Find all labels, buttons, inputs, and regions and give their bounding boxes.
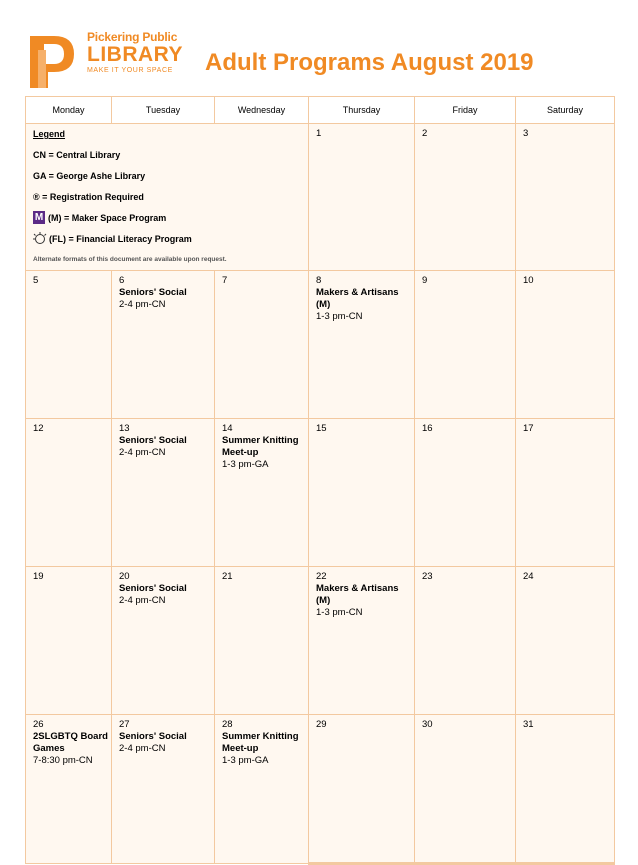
legend-maker-label: (M) = Maker Space Program	[48, 212, 167, 223]
weekday-header: Tuesday	[112, 97, 215, 124]
day-number: 22	[316, 571, 327, 582]
day-number: 7	[222, 275, 228, 286]
day-cell	[516, 419, 615, 567]
event-time: 2-4 pm-CN	[119, 447, 166, 458]
day-cell	[516, 124, 615, 271]
logo-line2: LIBRARY	[87, 43, 184, 66]
event-time: 1-3 pm-GA	[222, 755, 269, 766]
legend-financial-label: (FL) = Financial Literacy Program	[49, 233, 192, 244]
legend-note: Alternate formats of this document are available upon request.	[33, 256, 227, 263]
week-row	[26, 567, 615, 715]
week-row	[26, 715, 615, 864]
day-cell	[415, 124, 516, 271]
day-number: 21	[222, 571, 233, 582]
day-cell	[309, 124, 415, 271]
day-cell	[26, 419, 112, 567]
event-title: Seniors' Social	[119, 583, 187, 594]
day-cell	[516, 567, 615, 715]
day-cell	[415, 419, 516, 567]
day-cell	[516, 271, 615, 419]
event-time: 2-4 pm-CN	[119, 743, 166, 754]
day-cell	[112, 715, 215, 864]
day-cell	[26, 715, 112, 864]
day-cell	[215, 567, 309, 715]
day-cell	[516, 715, 615, 864]
event-time: 1-3 pm-GA	[222, 459, 269, 470]
event-time: 7-8:30 pm-CN	[33, 755, 93, 766]
day-cell	[215, 715, 309, 864]
day-number: 9	[422, 275, 428, 286]
event-title: Seniors' Social	[119, 435, 187, 446]
event-title: Makers & Artisans (M)	[316, 287, 399, 310]
legend-registration: ® = Registration Required	[33, 192, 144, 202]
day-cell	[415, 715, 516, 864]
day-cell	[26, 567, 112, 715]
day-number: 26	[33, 719, 44, 730]
day-number: 15	[316, 423, 327, 434]
weekday-header: Saturday	[516, 97, 615, 124]
logo-tagline: MAKE IT YOUR SPACE	[87, 67, 173, 74]
day-cell	[26, 271, 112, 419]
day-cell	[415, 567, 516, 715]
event-title: Makers & Artisans (M)	[316, 583, 399, 606]
event-title: Summer Knitting Meet-up	[222, 731, 299, 754]
week-row	[26, 124, 615, 271]
day-number: 5	[33, 275, 39, 286]
day-cell	[309, 271, 415, 419]
day-number: 17	[523, 423, 534, 434]
day-cell	[215, 271, 309, 419]
event-title: 2SLGBTQ Board Games	[33, 731, 108, 754]
calendar-table	[25, 96, 615, 865]
day-number: 2	[422, 128, 428, 139]
day-number: 23	[422, 571, 433, 582]
weekday-header-row	[26, 97, 615, 124]
day-cell	[112, 419, 215, 567]
weekday-header: Thursday	[309, 97, 415, 124]
event-title: Seniors' Social	[119, 287, 187, 298]
financial-literacy-icon	[33, 232, 47, 245]
week-row	[26, 419, 615, 567]
library-logo-icon	[24, 30, 82, 92]
weekday-header: Wednesday	[215, 97, 309, 124]
event-title: Summer Knitting Meet-up	[222, 435, 299, 458]
event-time: 2-4 pm-CN	[119, 299, 166, 310]
day-number: 19	[33, 571, 44, 582]
weekday-header: Monday	[26, 97, 112, 124]
day-cell	[112, 567, 215, 715]
day-cell	[309, 567, 415, 715]
day-number: 24	[523, 571, 534, 582]
day-number: 8	[316, 275, 322, 286]
day-cell	[309, 419, 415, 567]
day-number: 30	[422, 719, 433, 730]
event-time: 1-3 pm-CN	[316, 311, 363, 322]
maker-space-icon: M	[34, 212, 44, 223]
day-number: 31	[523, 719, 534, 730]
day-number: 27	[119, 719, 130, 730]
day-number: 28	[222, 719, 233, 730]
day-cell	[112, 271, 215, 419]
week-row	[26, 271, 615, 419]
day-number: 13	[119, 423, 130, 434]
legend-cn: CN = Central Library	[33, 150, 121, 160]
day-number: 10	[523, 275, 534, 286]
day-number: 3	[523, 128, 529, 139]
day-number: 14	[222, 423, 233, 434]
day-number: 29	[316, 719, 327, 730]
event-time: 1-3 pm-CN	[316, 607, 363, 618]
day-number: 20	[119, 571, 130, 582]
day-cell	[415, 271, 516, 419]
event-title: Seniors' Social	[119, 731, 187, 742]
library-logo	[24, 30, 184, 92]
day-number: 1	[316, 128, 322, 139]
day-number: 12	[33, 423, 44, 434]
weekday-header: Friday	[415, 97, 516, 124]
day-number: 6	[119, 275, 125, 286]
logo-line1: Pickering Public	[87, 30, 178, 44]
day-number: 16	[422, 423, 433, 434]
page-title: Adult Programs August 2019	[205, 49, 534, 76]
day-cell	[215, 419, 309, 567]
day-cell	[309, 715, 415, 864]
legend-title: Legend	[33, 129, 66, 139]
legend-financial	[33, 232, 306, 245]
legend-cell	[26, 124, 309, 271]
legend-ga: GA = George Ashe Library	[33, 171, 146, 181]
event-time: 2-4 pm-CN	[119, 595, 166, 606]
legend-maker	[33, 211, 306, 224]
